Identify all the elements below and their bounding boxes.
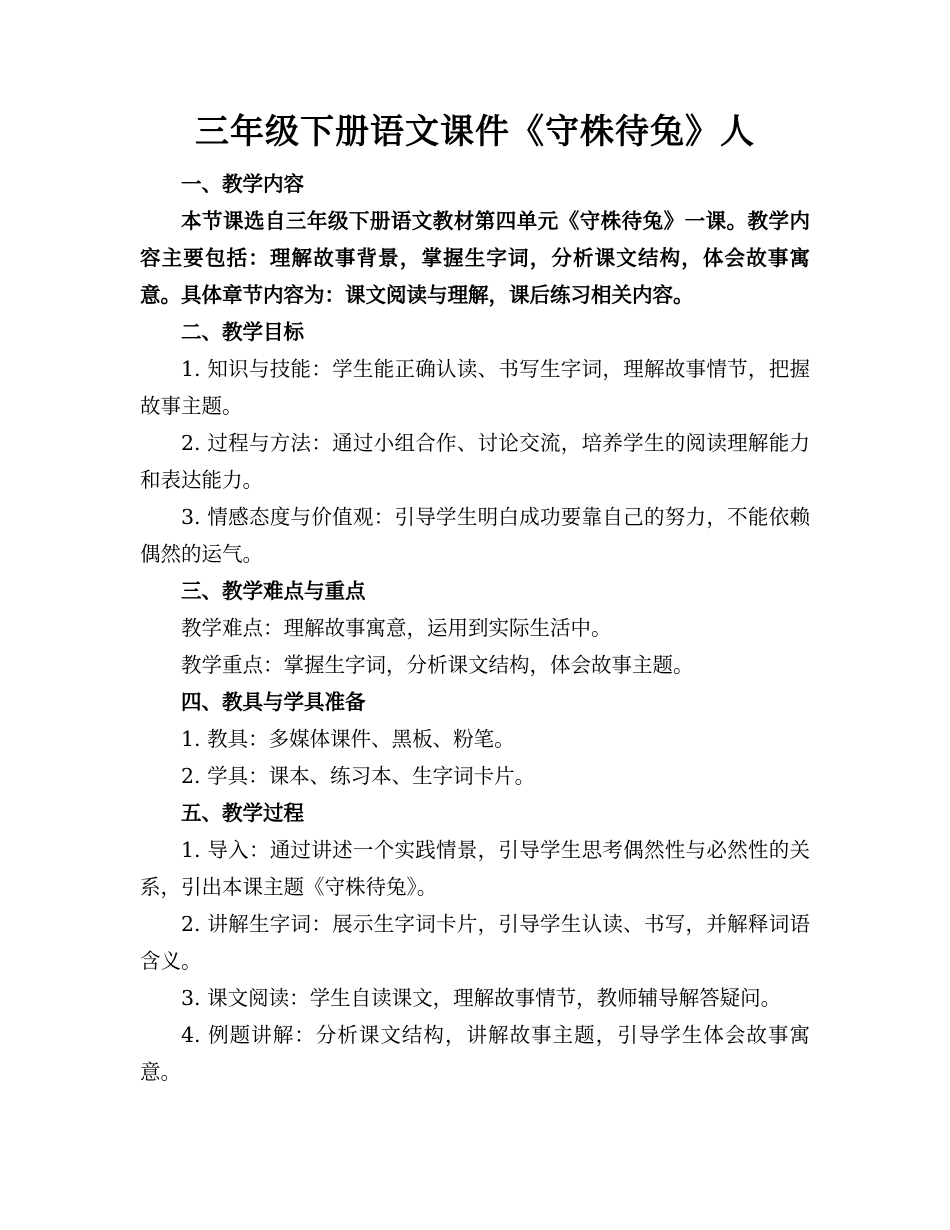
paragraph: 本节课选自三年级下册语文教材第四单元《守株待兔》一课。教学内容主要包括：理解故事背景，掌握生字词，分析课文结构，体会故事寓意。具体章节内容为：课文阅读与理解，课后练习相关内容。 bbox=[140, 209, 810, 307]
paragraph: 1. 知识与技能：学生能正确认读、书写生字词，理解故事情节，把握故事主题。 bbox=[140, 357, 810, 418]
document-title: 三年级下册语文课件《守株待兔》人 bbox=[195, 112, 755, 152]
paragraph: 教学重点：掌握生字词，分析课文结构，体会故事主题。 bbox=[181, 653, 694, 677]
section-heading: 三、教学难点与重点 bbox=[181, 579, 366, 603]
paragraph: 1. 导入：通过讲述一个实践情景，引导学生思考偶然性与必然性的关系，引出本课主题《守株待兔》。 bbox=[140, 838, 810, 899]
paragraph: 1. 教具：多媒体课件、黑板、粉笔。 bbox=[181, 727, 515, 751]
paragraph: 4. 例题讲解：分析课文结构，讲解故事主题，引导学生体会故事寓意。 bbox=[140, 1023, 810, 1084]
paragraph: 2. 过程与方法：通过小组合作、讨论交流，培养学生的阅读理解能力和表达能力。 bbox=[140, 431, 810, 492]
section-heading: 一、教学内容 bbox=[181, 172, 304, 196]
section-heading: 二、教学目标 bbox=[181, 320, 304, 344]
paragraph: 3. 课文阅读：学生自读课文，理解故事情节，教师辅导解答疑问。 bbox=[181, 986, 782, 1010]
paragraph: 3. 情感态度与价值观：引导学生明白成功要靠自己的努力，不能依赖偶然的运气。 bbox=[140, 505, 810, 566]
paragraph: 2. 讲解生字词：展示生字词卡片，引导学生认读、书写，并解释词语含义。 bbox=[140, 912, 810, 973]
paragraph: 2. 学具：课本、练习本、生字词卡片。 bbox=[181, 764, 536, 788]
section-heading: 五、教学过程 bbox=[181, 801, 304, 825]
section-heading: 四、教具与学具准备 bbox=[181, 690, 366, 714]
paragraph: 教学难点：理解故事寓意，运用到实际生活中。 bbox=[181, 616, 612, 640]
document-body bbox=[140, 166, 810, 1091]
